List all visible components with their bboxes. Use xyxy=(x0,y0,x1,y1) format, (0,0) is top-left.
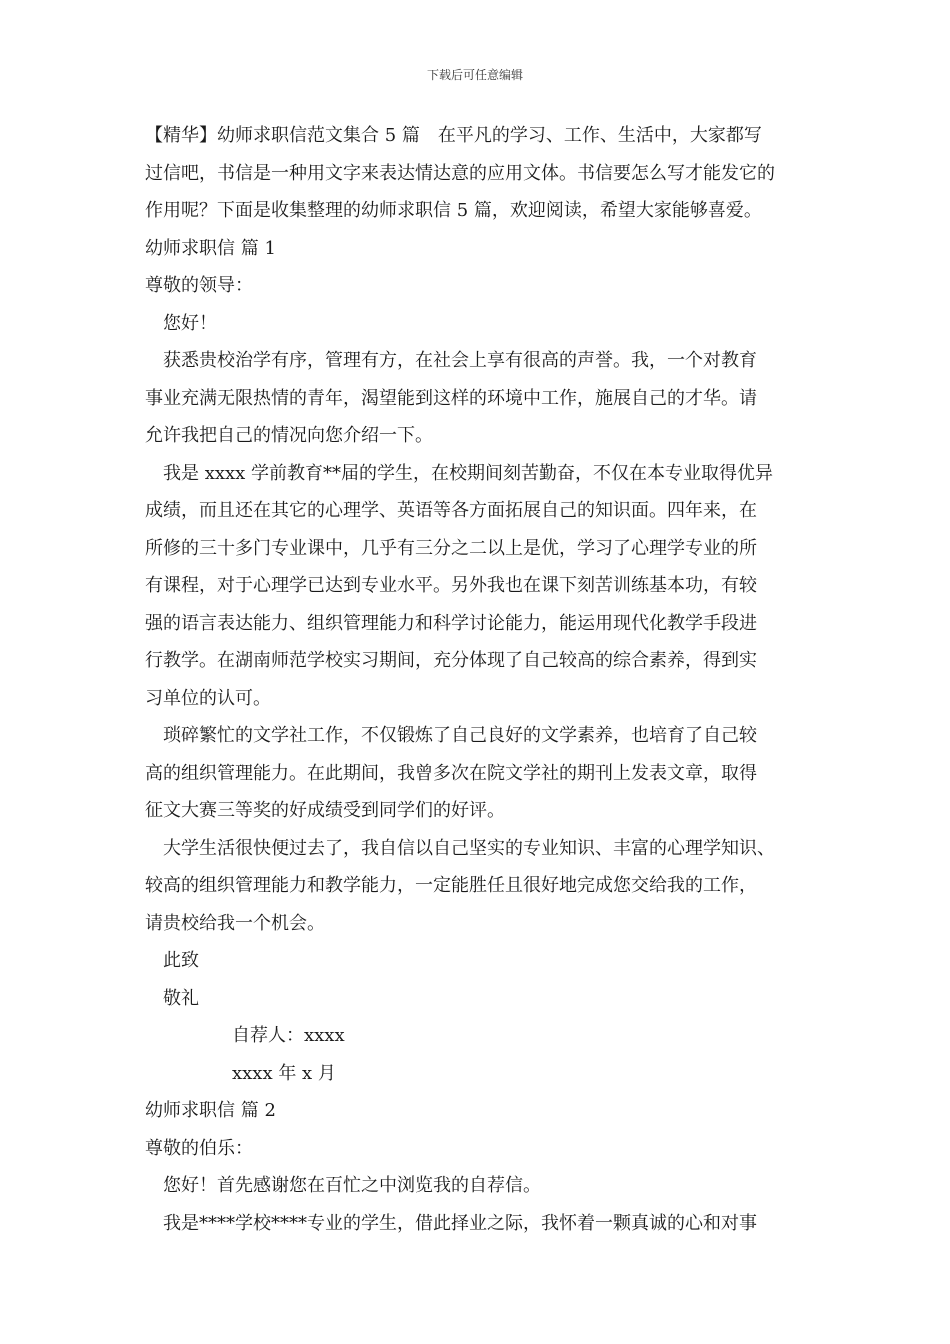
closing-line: 此致 xyxy=(163,950,199,971)
intro-line: 过信吧，书信是一种用文字来表达情达意的应用文体。书信要怎么写才能发它的 xyxy=(145,162,775,184)
paragraph-line: 征文大赛三等奖的好成绩受到同学们的好评。 xyxy=(145,800,505,821)
section-heading: 幼师求职信 篇 2 xyxy=(145,1100,276,1121)
closing-line: 敬礼 xyxy=(163,987,199,1009)
paragraph-line: 行教学。在湖南师范学校实习期间，充分体现了自己较高的综合素养，得到实 xyxy=(145,650,757,671)
greeting: 您好！ xyxy=(163,312,217,334)
paragraph-line: 我是 xxxx 学前教育**届的学生，在校期间刻苦勤奋，不仅在本专业取得优异 xyxy=(163,462,774,484)
paragraph-line: 强的语言表达能力、组织管理能力和科学讨论能力，能运用现代化教学手段进 xyxy=(145,612,757,634)
paragraph-line: 允许我把自己的情况向您介绍一下。 xyxy=(145,425,433,446)
paragraph-line: 高的组织管理能力。在此期间，我曾多次在院文学社的期刊上发表文章，取得 xyxy=(145,762,757,784)
intro-line: 作用呢？下面是收集整理的幼师求职信 5 篇，欢迎阅读，希望大家能够喜爱。 xyxy=(145,200,762,221)
paragraph-line: 大学生活很快便过去了，我自信以自己坚实的专业知识、丰富的心理学知识、 xyxy=(163,837,775,859)
signature-line: 自荐人：xxxx xyxy=(232,1025,345,1046)
paragraph-line: 习单位的认可。 xyxy=(145,687,271,709)
paragraph-line: 所修的三十多门专业课中，几乎有三分之二以上是优，学习了心理学专业的所 xyxy=(145,537,757,559)
intro-line: 【精华】幼师求职信范文集合 5 篇 在平凡的学习、工作、生活中，大家都写 xyxy=(145,125,762,146)
paragraph-line: 成绩，而且还在其它的心理学、英语等各方面拓展自己的知识面。四年来，在 xyxy=(145,500,757,521)
greeting: 您好！首先感谢您在百忙之中浏览我的自荐信。 xyxy=(163,1175,541,1196)
page-header: 下载后可任意编辑 xyxy=(426,68,523,82)
date-line: xxxx 年 x 月 xyxy=(232,1062,336,1084)
paragraph-line: 获悉贵校治学有序，管理有方，在社会上享有很高的声誉。我，一个对教育 xyxy=(163,350,757,371)
paragraph-line: 有课程，对于心理学已达到专业水平。另外我也在课下刻苦训练基本功，有较 xyxy=(145,575,757,596)
paragraph-line: 较高的组织管理能力和教学能力，一定能胜任且很好地完成您交给我的工作， xyxy=(145,875,757,896)
section-heading: 幼师求职信 篇 1 xyxy=(145,237,276,259)
salutation: 尊敬的伯乐： xyxy=(145,1137,253,1159)
paragraph-line: 事业充满无限热情的青年，渴望能到这样的环境中工作，施展自己的才华。请 xyxy=(145,387,757,409)
document-body xyxy=(145,117,815,1242)
paragraph-line: 请贵校给我一个机会。 xyxy=(145,912,325,934)
paragraph-line: 琐碎繁忙的文学社工作，不仅锻炼了自己良好的文学素养，也培育了自己较 xyxy=(163,725,757,746)
salutation: 尊敬的领导： xyxy=(145,275,253,296)
paragraph-line: 我是****学校****专业的学生，借此择业之际，我怀着一颗真诚的心和对事 xyxy=(163,1212,757,1234)
